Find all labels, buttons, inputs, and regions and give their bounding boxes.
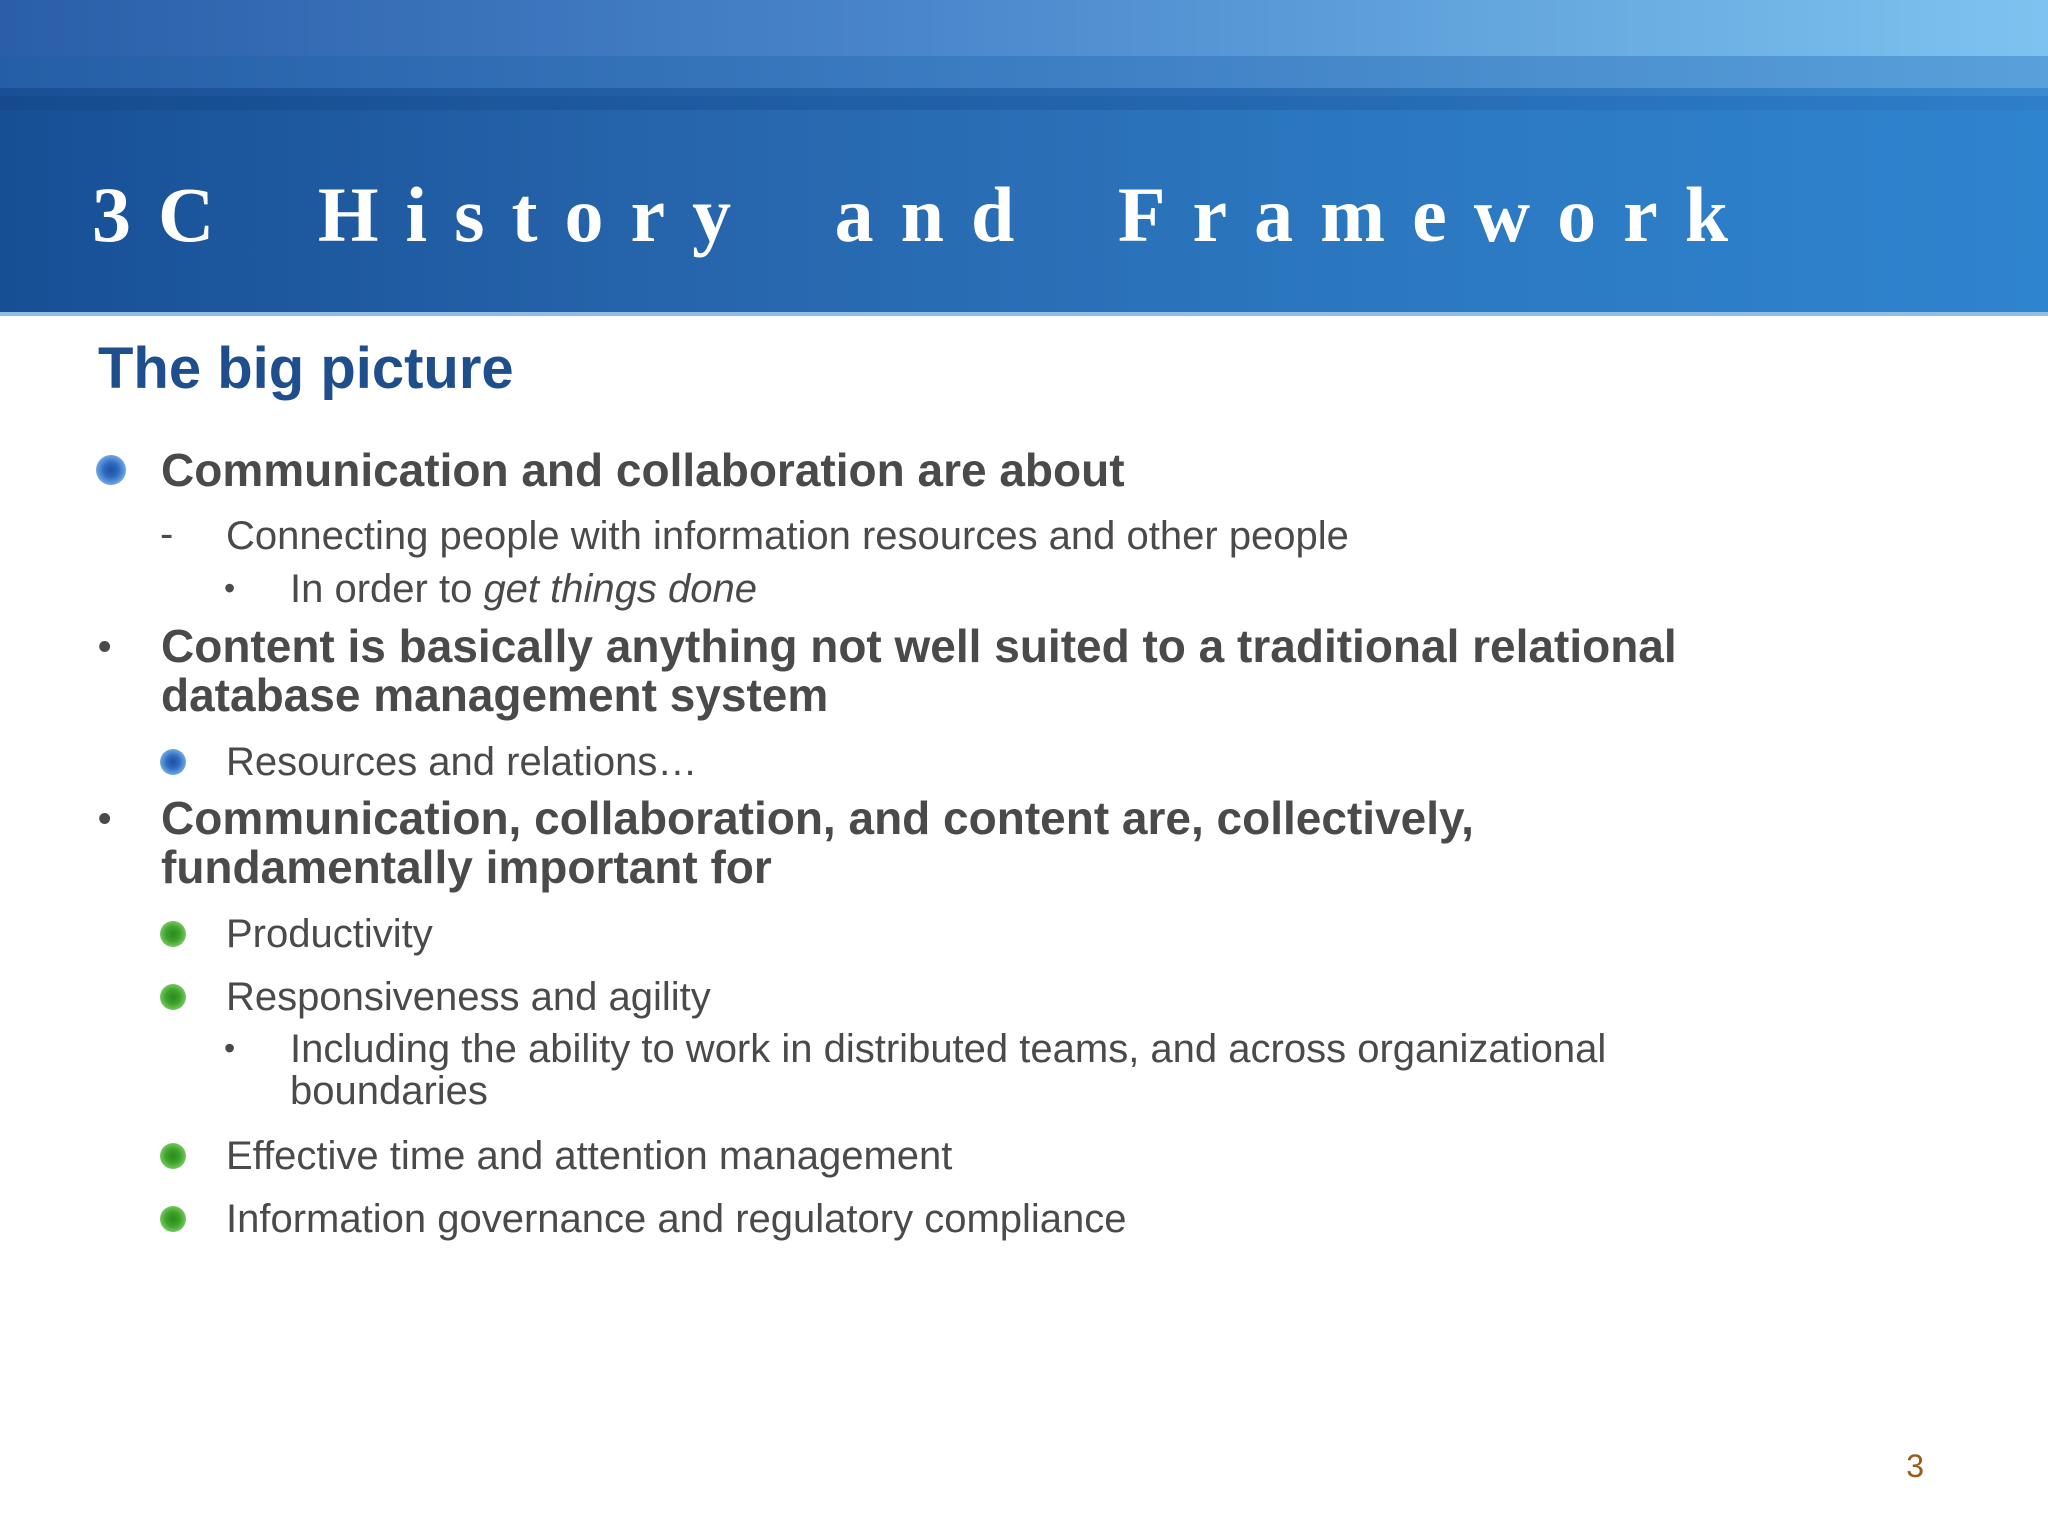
- bullet-marker: •: [98, 626, 112, 668]
- bullet-text-emphasis: get things done: [483, 567, 757, 611]
- bullet-text: Communication, collaboration, and content are, collectively, fundamentally important for: [161, 792, 1474, 893]
- header-stripe: [0, 88, 2048, 96]
- bullet-text: Resources and relations…: [226, 740, 698, 784]
- header-stripe: [0, 56, 2048, 90]
- bullet-text: Information governance and regulatory compliance: [226, 1197, 1127, 1241]
- bullet-item-level2: [160, 912, 1460, 956]
- green-dot-icon: [160, 921, 186, 947]
- bullet-item-level3: [224, 568, 1524, 610]
- bullet-marker: •: [224, 570, 236, 606]
- bullet-marker: •: [98, 798, 112, 840]
- bullet-marker: •: [224, 1030, 236, 1066]
- bullet-item-level1: [96, 794, 1896, 892]
- bullet-text: Effective time and attention management: [226, 1134, 953, 1178]
- green-dot-icon: [160, 1143, 186, 1169]
- bullet-text: Including the ability to work in distributed teams, and across organizational boundaries: [290, 1027, 1607, 1113]
- bullet-text: Communication and collaboration are about: [161, 444, 1125, 496]
- dash-marker: -: [160, 512, 174, 556]
- slide-title: 3C History and Framework: [92, 171, 1756, 258]
- blue-dot-icon: [96, 455, 126, 485]
- bullet-item-level3: [224, 1028, 1924, 1112]
- bullet-item-level2: [160, 1134, 1460, 1178]
- bullet-text: Responsiveness and agility: [226, 975, 711, 1019]
- header-stripe: [0, 96, 2048, 110]
- slide-subtitle: The big picture: [98, 336, 514, 401]
- bullet-item-level1: [96, 622, 1896, 720]
- green-dot-icon: [160, 984, 186, 1010]
- bullet-text: Content is basically anything not well suited to a traditional relational database management system: [161, 620, 1677, 721]
- slide-header: [0, 0, 2048, 316]
- bullet-text: Productivity: [226, 912, 433, 956]
- bullet-text-plain: In order to: [290, 567, 484, 611]
- bullet-item-level2: [160, 740, 1460, 784]
- bullet-item-level2: [160, 1197, 1460, 1241]
- bullet-text: [290, 568, 757, 610]
- bullet-item-level2: [160, 975, 1460, 1019]
- header-divider: [0, 312, 2048, 316]
- blue-dot-icon: [160, 749, 186, 775]
- header-top-band: [0, 0, 2048, 56]
- green-dot-icon: [160, 1206, 186, 1232]
- bullet-text: Connecting people with information resources and other people: [226, 514, 1349, 558]
- bullet-item-level2: [160, 514, 1460, 558]
- page-number: 3: [1906, 1448, 1924, 1484]
- bullet-item-level1: [96, 446, 1336, 495]
